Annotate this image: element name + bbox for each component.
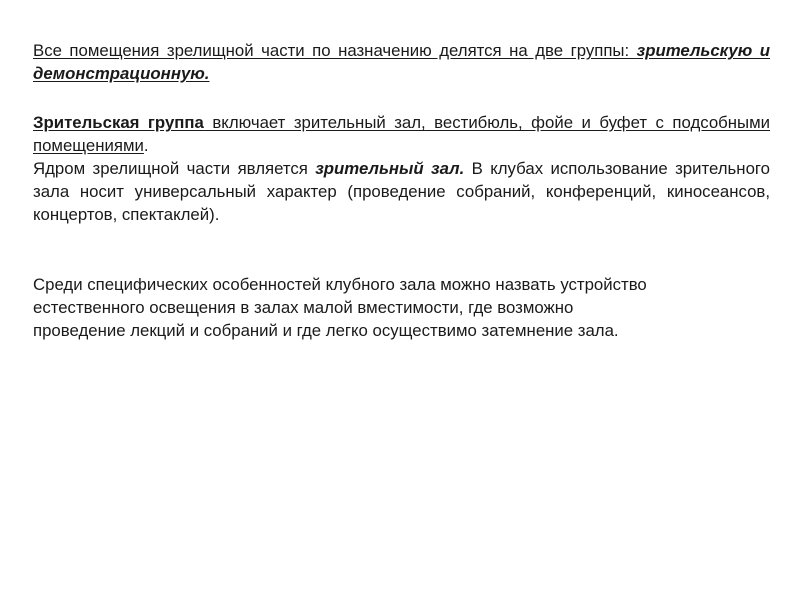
audience-group-paragraph bbox=[33, 111, 770, 226]
core-text: Ядром зрелищной части является bbox=[33, 159, 316, 178]
intro-text: Все помещения зрелищной части по назначению делятся на две группы: bbox=[33, 41, 637, 60]
core-text-continued: В клубах использование зрительного зала носит универсальный характер (проведение собраний, конференций, киносеансов, концертов, спектаклей). bbox=[33, 159, 770, 224]
club-hall-line-3: проведение лекций и собраний и где легко осуществимо затемнение зала. bbox=[33, 321, 619, 340]
audience-group-text: включает зрительный зал, вестибюль, фойе и буфет с подсобными помещениями bbox=[33, 113, 771, 155]
intro-paragraph bbox=[33, 39, 770, 85]
club-hall-line-1: Среди специфических особенностей клубного зала можно назвать устройство bbox=[33, 275, 647, 294]
core-emphasis: зрительный зал. bbox=[315, 159, 465, 178]
audience-group-period: . bbox=[143, 136, 149, 155]
intro-emphasis: зрительскую и демонстрационную. bbox=[33, 41, 770, 83]
club-hall-line-2: естественного освещения в залах малой вместимости, где возможно bbox=[33, 298, 574, 317]
club-hall-paragraph bbox=[33, 273, 768, 342]
audience-group-term: Зрительская группа bbox=[33, 113, 204, 132]
